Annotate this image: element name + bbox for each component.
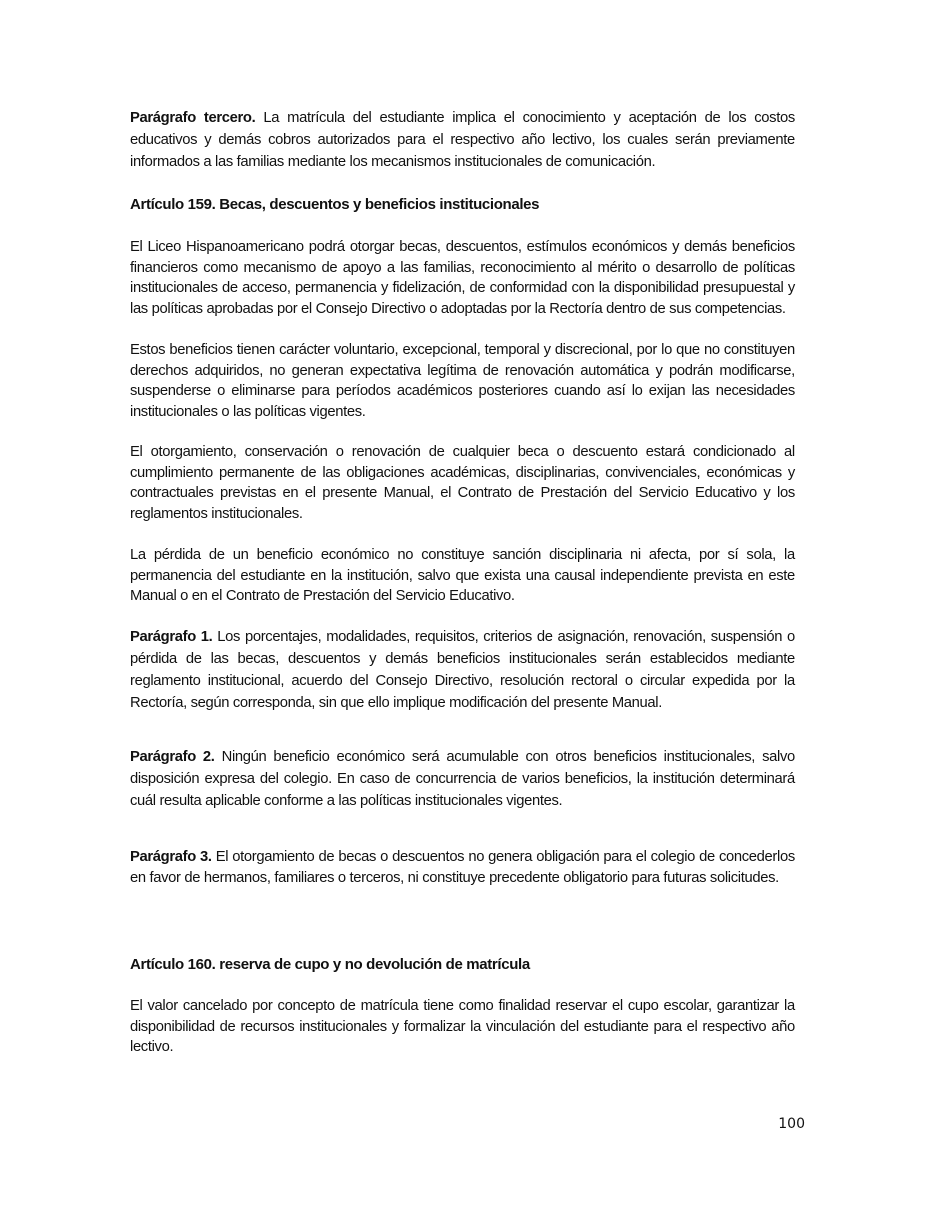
paragraph-label: Parágrafo 1. xyxy=(130,628,213,645)
paragraph-2 xyxy=(130,746,795,812)
paragraph-body: Los porcentajes, modalidades, requisitos, criterios de asignación, renovación, suspensión o pérdida de las becas, descuentos y demás beneficios institucionales serán establecidos mediante reglamento institucional, acuerdo del Consejo Directivo, resolución rectoral o circular expedida por la Rectoría, según corresponda, sin que ello implique modificación del presente Manual. xyxy=(130,628,795,711)
article-159-paragraph-1: El Liceo Hispanoamericano podrá otorgar becas, descuentos, estímulos económicos y demás beneficios financieros como mecanismo de apoyo a las familias, reconocimiento al mérito o desarrollo de políticas institucionales de acceso, permanencia y fidelización, de conformidad con la disponibilidad presupuestal y las políticas aprobadas por el Consejo Directivo o adoptadas por la Rectoría dentro de sus competencias. xyxy=(130,238,795,317)
article-159-paragraph-2: Estos beneficios tienen carácter voluntario, excepcional, temporal y discrecional, por lo que no constituyen derechos adquiridos, no generan expectativa legítima de renovación automática y podrán modificarse, suspenderse o eliminarse para períodos académicos posteriores cuando así lo exijan las necesidades institucionales o las políticas vigentes. xyxy=(130,341,795,420)
paragraph-1 xyxy=(130,626,795,714)
paragraph-tercero xyxy=(130,107,795,173)
article-159-paragraph-4: La pérdida de un beneficio económico no constituye sanción disciplinaria ni afecta, por sí sola, la permanencia del estudiante en la institución, salvo que exista una causal independiente prevista en este Manual o en el Contrato de Prestación del Servicio Educativo. xyxy=(130,546,795,605)
paragraph-body: La matrícula del estudiante implica el conocimiento y aceptación de los costos educativos y demás cobros autorizados para el respectivo año lectivo, los cuales serán previamente informados a las familias mediante los mecanismos institucionales de comunicación. xyxy=(130,109,795,170)
paragraph-label: Parágrafo tercero. xyxy=(130,109,256,126)
article-159-heading: Artículo 159. Becas, descuentos y beneficios institucionales xyxy=(130,196,540,213)
paragraph-label: Parágrafo 3. xyxy=(130,848,212,865)
article-159-paragraph-3: El otorgamiento, conservación o renovación de cualquier beca o descuento estará condicionado al cumplimiento permanente de las obligaciones académicas, disciplinarias, convivenciales, económicas y contractuales previstas en el presente Manual, el Contrato de Prestación del Servicio Educativo y los reglamentos institucionales. xyxy=(130,443,795,522)
paragraph-body: Ningún beneficio económico será acumulable con otros beneficios institucionales, salvo disposición expresa del colegio. En caso de concurrencia de varios beneficios, la institución determinará cuál resulta aplicable conforme a las políticas institucionales vigentes. xyxy=(130,748,795,809)
article-160-paragraph-1: El valor cancelado por concepto de matrícula tiene como finalidad reservar el cupo escolar, garantizar la disponibilidad de recursos institucionales y formalizar la vinculación del estudiante para el respectivo año lectivo. xyxy=(130,997,795,1056)
paragraph-3 xyxy=(130,847,795,888)
paragraph-body: El otorgamiento de becas o descuentos no genera obligación para el colegio de concederlos en favor de hermanos, familiares o terceros, ni constituye precedente obligatorio para futuras solicitudes. xyxy=(130,848,795,886)
document-page xyxy=(130,0,805,1210)
article-160-heading: Artículo 160. reserva de cupo y no devolución de matrícula xyxy=(130,956,530,973)
page-number: 100 xyxy=(778,1116,805,1132)
paragraph-label: Parágrafo 2. xyxy=(130,748,215,765)
